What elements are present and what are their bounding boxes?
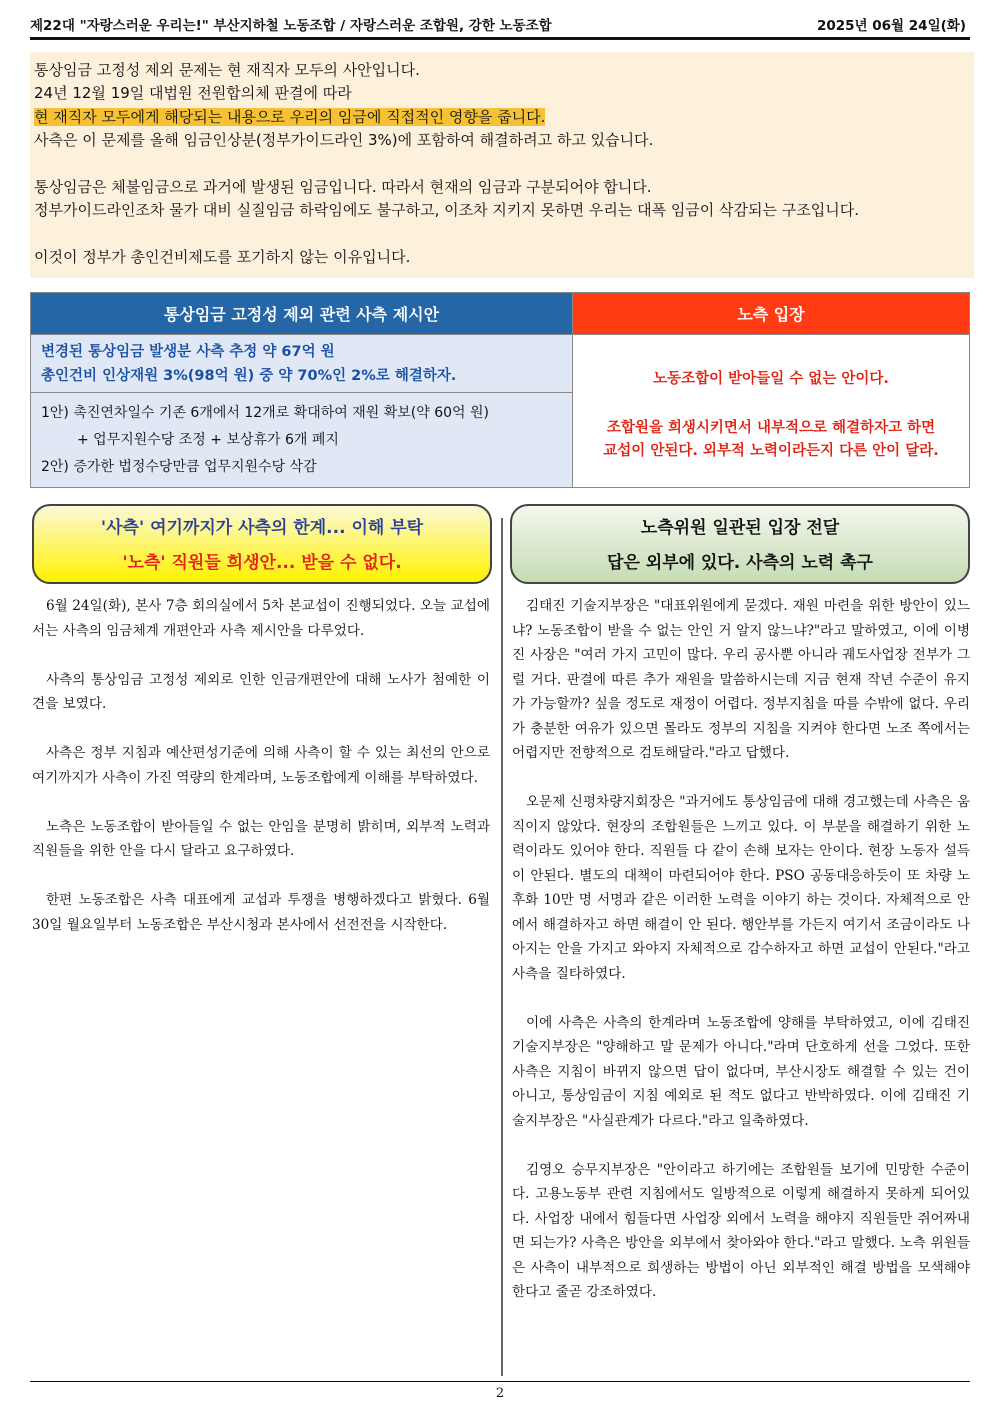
right-headline-2: 답은 외부에 있다. 사측의 노력 촉구 xyxy=(607,553,873,573)
right-article-column xyxy=(512,594,970,1329)
proposal-summary-line: 총인건비 인상재원 3%(98억 원) 중 약 70%인 2%로 해결하자. xyxy=(41,367,457,384)
proposal-summary-line: 변경된 통상임금 발생분 사측 추정 약 67억 원 xyxy=(41,343,335,360)
article-paragraph: 오문제 신평차량지회장은 "과거에도 통상임금에 대해 경고했는데 사측은 움직이지 않았다. 현장의 조합원들은 느끼고 있다. 이 부분을 해결하기 위한 노력이라도 있어야 한다. 직원들 다 같이 손해 보자는 안이다. 현장 노동자 설득이 안된다. 별도의 대책이 마련되어야 한다. PSO 공동대응하듯이 또 차량 노후화 10만 명 서명과 같은 이러한 노력을 이야기 하는 것이다. 자체적으로 안에서 해결하자고 하면 해결이 안 된다. 행안부를 가든지 여기서 조금이라도 나아지는 안을 가지고 와야지 자체적으로 감수하자고 하면 교섭이 안된다."라고 사측을 질타하였다. xyxy=(512,794,970,982)
union-position-line: 노동조합이 받아들일 수 없는 안이다. xyxy=(653,370,889,387)
proposal-options-cell xyxy=(31,393,573,488)
article-paragraph: 노측은 노동조합이 받아들일 수 없는 안임을 분명히 밝히며, 외부적 노력과 직원들을 위한 안을 다시 달라고 요구하였다. xyxy=(32,818,490,859)
left-article-column xyxy=(32,594,490,962)
article-paragraph: 한편 노동조합은 사측 대표에게 교섭과 투쟁을 병행하겠다고 밝혔다. 6월 30일 월요일부터 노동조합은 부산시청과 본사에서 선전전을 시작한다. xyxy=(32,892,490,933)
left-headline-box xyxy=(32,504,492,584)
notice-line: 사측은 이 문제를 올해 임금인상분(정부가이드라인 3%)에 포함하여 해결하려고 하고 있습니다. xyxy=(34,131,654,150)
page-footer xyxy=(30,1381,970,1401)
right-headline-1: 노측위원 일관된 입장 전달 xyxy=(640,518,840,538)
notice-line: 정부가이드라인조차 물가 대비 실질임금 하락임에도 불구하고, 이조차 지키지 못하면 우리는 대폭 임금이 삭감되는 구조입니다. xyxy=(34,201,860,220)
union-position-line: 조합원을 희생시키면서 내부적으로 해결하자고 하면 xyxy=(606,419,936,436)
column-divider xyxy=(501,518,503,1376)
newsletter-title: 제22대 "자랑스러운 우리는!" 부산지하철 노동조합 / 자랑스러운 조합원, 강한 노동조합 xyxy=(30,18,552,34)
option-2: 2안) 증가한 법정수당만큼 업무지원수당 삭감 xyxy=(41,458,317,475)
option-1-detail: + 업무지원수당 조정 + 보상휴가 6개 폐지 xyxy=(77,431,339,448)
proposal-summary-cell xyxy=(31,335,573,393)
union-position-cell xyxy=(573,335,970,488)
notice-box xyxy=(30,52,974,278)
article-paragraph: 사측의 통상임금 고정성 제외로 인한 인금개편안에 대해 노사가 첨예한 이견을 보였다. xyxy=(32,671,490,712)
union-position-line: 교섭이 안된다. 외부적 노력이라든지 다른 안이 달라. xyxy=(603,442,939,459)
notice-line: 통상임금 고정성 제외 문제는 현 재직자 모두의 사안입니다. xyxy=(34,61,420,79)
article-paragraph: 사측은 정부 지침과 예산편성기준에 의해 사측이 할 수 있는 최선의 안으로 여기까지가 사측이 가진 역량의 한계라며, 노동조합에게 이해를 부탁하였다. xyxy=(32,745,490,786)
left-headline-2: '노측' 직원들 희생안... 받을 수 없다. xyxy=(122,553,402,573)
article-paragraph: 이에 사측은 사측의 한계라며 노동조합에 양해를 부탁하였고, 이에 김태진 기술지부장은 "양해하고 말 문제가 아니다."라며 단호하게 선을 그었다. 또한 사측은 지침이 바뀌지 않으면 답이 없다며, 부산시장도 해결할 수 있는 건이 아니고, 통상임금이 지침 예외로 된 적도 없다고 반박하였다. 이에 김태진 기술지부장은 "사실관계가 다르다."라고 일축하였다. xyxy=(512,1014,970,1129)
company-proposal-header: 통상임금 고정성 제외 관련 사측 제시안 xyxy=(31,293,573,335)
comparison-table xyxy=(30,292,970,488)
option-1: 1안) 촉진연차일수 기존 6개에서 12개로 확대하여 재원 확보(약 60억 원) xyxy=(41,404,489,421)
notice-line: 이것이 정부가 총인건비제도를 포기하지 않는 이유입니다. xyxy=(34,248,411,267)
article-paragraph: 김태진 기술지부장은 "대표위원에게 묻겠다. 재원 마련을 위한 방안이 있느냐? 노동조합이 받을 수 없는 안인 거 알지 않느냐?"라고 말하였고, 이에 이병진 사장은 "여러 가지 고민이 많다. 우리 공사뿐 아니라 궤도사업장 전부가 그럴 거다. 판결에 따른 추가 재원을 말씀하시는데 지금 현재 작년 수준이 유지가 가능할까? 싶을 정도로 재정이 어렵다. 정부지침을 따를 수밖에 없다. 우리가 충분한 여유가 있으면 몰라도 정부의 지침을 지켜야 한다면 노조 쪽에서는 어렵지만 전향적으로 검토해달라."라고 답했다. xyxy=(512,598,970,761)
page-number: 2 xyxy=(495,1386,505,1401)
notice-line-highlight xyxy=(34,106,964,129)
right-headline-box xyxy=(510,504,970,584)
article-paragraph: 김영오 승무지부장은 "안이라고 하기에는 조합원들 보기에 민망한 수준이다. 고용노동부 관련 지침에서도 일방적으로 이렇게 해결하지 못하게 되어있다. 사업장 내에서 힘들다면 사업장 외에서 노력을 해야지 직원들만 쥐어짜내면 되는가? 사측은 방안을 외부에서 찾아와야 한다."라고 말했다. 노측 위원들은 사측이 내부적으로 희생하는 방법이 아닌 외부적인 해결 방법을 모색해야 한다고 줄곧 강조하였다. xyxy=(512,1161,970,1300)
issue-date: 2025년 06월 24일(화) xyxy=(816,18,966,34)
left-headline-1: '사측' 여기까지가 사측의 한계... 이해 부탁 xyxy=(100,518,424,538)
page-header xyxy=(30,8,970,40)
notice-line: 통상임금은 체불임금으로 과거에 발생된 임금입니다. 따라서 현재의 임금과 구분되어야 합니다. xyxy=(34,177,652,196)
notice-line: 24년 12월 19일 대법원 전원합의체 판결에 따라 xyxy=(34,84,352,103)
spacer xyxy=(34,153,964,176)
highlight-text: 현 재직자 모두에게 해당되는 내용으로 우리의 임금에 직접적인 영향을 줍니다. xyxy=(34,107,546,126)
union-position-header: 노측 입장 xyxy=(573,293,970,335)
spacer xyxy=(34,223,964,246)
article-paragraph: 6월 24일(화), 본사 7층 회의실에서 5차 본교섭이 진행되었다. 오늘 교섭에서는 사측의 임금체계 개편안과 사측 제시안을 다루었다. xyxy=(32,598,490,639)
